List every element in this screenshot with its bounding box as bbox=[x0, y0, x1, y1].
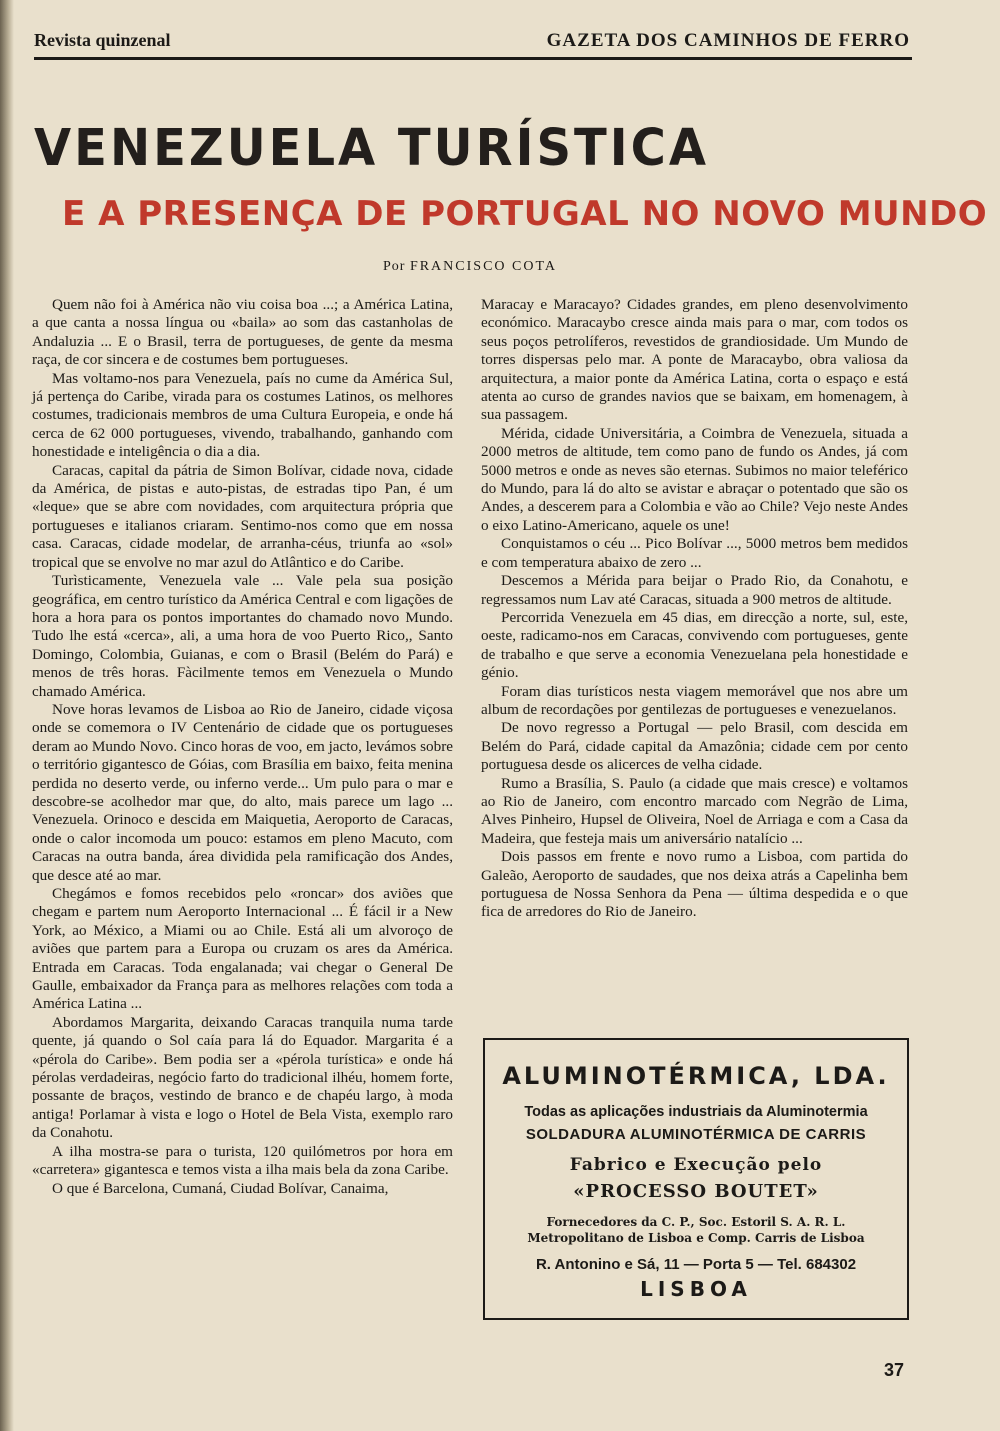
paragraph: Mas voltamo-nos para Venezuela, país no cume da América Sul, já pertença do Caribe, virada para os costumes Latinos, os melhores costumes, tradicionais membros de uma Cultura Europeia, e onde há cerca de 62 000 portugueses, vivendo, trabalhando, ganhando com honestidade e inteligência o dia a dia. bbox=[32, 369, 453, 461]
ad-suppliers-line-1: Fornecedores da C. P., Soc. Estoril S. A. R. L. bbox=[546, 1215, 846, 1229]
paragraph: Rumo a Brasília, S. Paulo (a cidade que mais cresce) e voltamos ao Rio de Janeiro, com encontro marcado com Negrão de Lima, Alves Pinheiro, Hupsel de Oliveira, Noel de Arriaga e com a Casa da Madeira, que festeja mais um aniversário natalício ... bbox=[481, 774, 908, 847]
running-header bbox=[34, 28, 910, 56]
paragraph: Conquistamos o céu ... Pico Bolívar ..., 5000 metros bem medidos e com temperatura abaixo de zero ... bbox=[481, 535, 908, 571]
byline-prefix: Por bbox=[382, 259, 406, 274]
ad-suppliers bbox=[485, 1214, 907, 1246]
byline-author: FRANCISCO COTA bbox=[409, 259, 558, 274]
page-gutter-shadow bbox=[0, 0, 14, 1431]
ad-fabrication-line: Fabrico e Execução pelo bbox=[569, 1155, 823, 1175]
paragraph: Abordamos Margarita, deixando Caracas tranquila numa tarde quente, já quando o Sol caía para lá do Equador. Margarita é a «pérola do Caribe». Bem podia ser a «pérola turística» e onde há pérolas verdadeiras, negócio farto do tradicional ilhéu, homem forte, possante de braços, vestindo de branco e de chapéu largo, à moda antiga! Porlamar à vista e logo o Hotel de Bela Vista, exemplo raro da Conahotu. bbox=[32, 1013, 453, 1142]
paragraph: Dois passos em frente e novo rumo a Lisboa, com partida do Galeão, Aeroporto de saudades, que nos deixa atrás a Capelinha bem portuguesa de Nossa Senhora da Pena — última despedida e o que fica de arredores do Rio de Janeiro. bbox=[481, 848, 908, 921]
paragraph: Chegámos e fomos recebidos pelo «roncar» dos aviões que chegam e partem num Aeroporto Internacional ... É fácil ir a New York, ao México, a Miami ou ao Chile. Está ali um alvoroço de aviões que partem para a Europa ou cruzam os ares da América. Entrada em Caracas. Toda engalanada; vai chegar o General De Gaulle, embaixador da França para as melhores relações com toda a América Latina ... bbox=[32, 885, 453, 1013]
article-title: VENEZUELA TURÍSTICA bbox=[34, 118, 709, 178]
header-periodicity: Revista quinzenal bbox=[34, 30, 171, 50]
ad-tagline: Todas as aplicações industriais da Aluminotermia bbox=[524, 1104, 868, 1120]
paragraph: Foram dias turísticos nesta viagem memorável que nos abre um album de recordações por gentilezas de portugueses e venezuelanos. bbox=[481, 682, 908, 718]
article-column-right bbox=[481, 296, 908, 922]
ad-address: R. Antonino e Sá, 11 — Porta 5 — Tel. 684302 bbox=[535, 1256, 857, 1273]
paragraph: Quem não foi à América não viu coisa boa ...; a América Latina, a que canta a nossa língua ou «baila» ao som das castanholas de Andaluzia ... E o Brasil, terra de portugueses, de gente da mesma raça, de cor sincera e de costumes bem portugueses. bbox=[32, 296, 453, 369]
paragraph: De novo regresso a Portugal — pelo Brasil, com descida em Belém do Pará, cidade capital da Amazônia; cidade cem por cento portuguesa desde os alicerces de velha cidade. bbox=[481, 719, 908, 774]
ad-process-name: «PROCESSO BOUTET» bbox=[573, 1181, 819, 1202]
paragraph: Maracay e Maracayo? Cidades grandes, em pleno desenvolvimento económico. Maracaybo cresce ainda mais para o mar, com todos os seus poços petrolíferos, revestidos de grandiosidade. Um Mundo de torres dispersas pelo mar. A ponte de Maracaybo, obra valiosa da arquitectura, a maior ponte da América Latina, corta o espaço e está atenta ao curso de grandes navios que se baixam, em homenagem, à sua passagem. bbox=[481, 296, 908, 424]
header-rule bbox=[34, 57, 912, 60]
paragraph: Percorrida Venezuela em 45 dias, em direcção a norte, sul, este, oeste, radicamo-nos em Caracas, convivendo com portugueses, gente de trabalho e que serve a economia Venezuelana pela honestidade e génio. bbox=[481, 608, 908, 682]
paragraph: Descemos a Mérida para beijar o Prado Rio, da Conahotu, e regressamos num Lav até Caracas, situada a 900 metros de altitude. bbox=[481, 572, 908, 608]
advertisement-box bbox=[483, 1038, 909, 1320]
paragraph: Turìsticamente, Venezuela vale ... Vale pela sua posição geográfica, em centro turístico da América Central e com ligações de hora a hora para os pontos importantes do chamado novo Mundo. Tudo lhe está «cerca», ali, a uma hora de voo Puerto Rico,, Santo Domingo, Colombia, Guianas, e com o Brasil (Belém do Pará) e menos de três horas. Fàcilmente temos em Venezuela o Mundo chamado América. bbox=[32, 572, 453, 700]
header-publication-title: GAZETA DOS CAMINHOS DE FERRO bbox=[546, 30, 910, 51]
article-column-left bbox=[32, 296, 453, 1198]
paragraph: Caracas, capital da pátria de Simon Bolívar, cidade nova, cidade da América, de pistas e auto-pistas, de estradas tipo Pan, é um «leque» que se abre com novidades, com arquitectura própria que portugueses e italianos criaram. Sentimo-nos como que em nossa casa. Caracas, cidade modelar, de arranha-céus, triunfa ao «sol» tropical que se envolve no mar azul do Atlântico e do Caribe. bbox=[32, 461, 453, 571]
paragraph: Nove horas levamos de Lisboa ao Rio de Janeiro, cidade viçosa onde se comemora o IV Centenário de cidade que os portugueses deram ao Mundo Novo. Cinco horas de voo, em jacto, levámos sobre o território gigantesco de Góias, com Brasília em baixo, feita menina perdida no deserto verde, ou inferno verde... Um pulo para o mar e descobre-se acolhedor mar que, do alto, mais parece um lago ... Venezuela. Orinoco e descida em Maiquetia, Aeroporto de Caracas, onde o calor incomoda um pouco: estamos em pleno Macuto, com Caracas na outra banda, área dividida pela ramificação dos Andes, que desce até ao mar. bbox=[32, 700, 453, 884]
article-subtitle: E A PRESENÇA DE PORTUGAL NO NOVO MUNDO bbox=[62, 194, 988, 234]
ad-service: SOLDADURA ALUMINOTÉRMICA DE CARRIS bbox=[525, 1126, 867, 1143]
ad-city: LISBOA bbox=[640, 1277, 752, 1301]
ad-company-name: ALUMINOTÉRMICA, LDA. bbox=[502, 1062, 890, 1090]
byline bbox=[0, 259, 940, 275]
paragraph: Mérida, cidade Universitária, a Coimbra de Venezuela, situada a 2000 metros de altitude, tem como pano de fundo os Andes, já com 5000 metros e onde as neves são eternas. Subimos no maior teleférico do Mundo, para lá do alto se avistar e abraçar o potentado que são os Andes, a descerem para a Colombia e vão ao Chile? Vejo neste Andes o eixo Latino-Americano, aquele os une! bbox=[481, 424, 908, 534]
paragraph: A ilha mostra-se para o turista, 120 quilómetros por hora em «carretera» gigantesca e temos vista a ilha mais bela da zona Caribe. bbox=[32, 1142, 453, 1179]
ad-suppliers-line-2: Metropolitano de Lisboa e Comp. Carris de Lisboa bbox=[527, 1231, 865, 1245]
paragraph: O que é Barcelona, Cumaná, Ciudad Bolívar, Canaima, bbox=[52, 1179, 389, 1197]
page-number: 37 bbox=[884, 1360, 905, 1380]
